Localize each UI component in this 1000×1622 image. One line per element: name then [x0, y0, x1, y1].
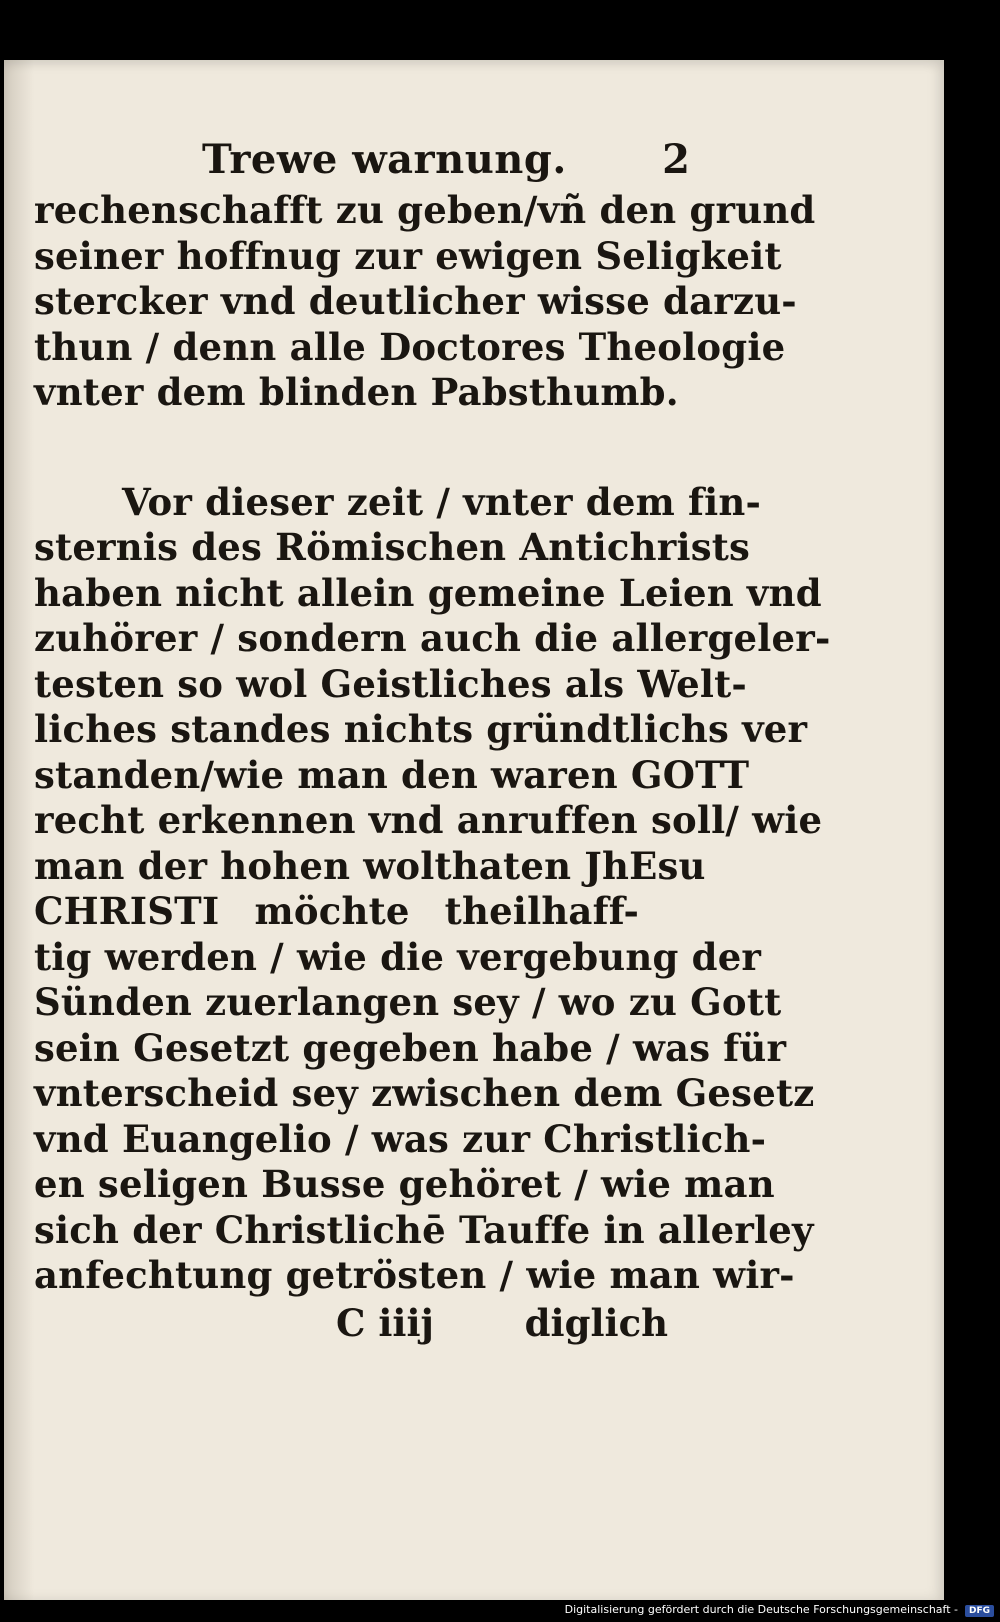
digitization-credit: Digitalisierung gefördert durch die Deutsche Forschungsgemeinschaft -: [564, 1603, 958, 1616]
text-line: en seligen Busse gehöret / wie man: [34, 1162, 775, 1206]
text-line: rechenschafft zu geben/vñ den grund: [34, 188, 816, 232]
page-header: [34, 130, 694, 188]
text-line: recht erkennen vnd anruffen soll/ wie: [34, 798, 823, 842]
text-line: anfechtung getrösten / wie man wir-: [34, 1253, 795, 1297]
text-line: CHRISTI möchte theilhaff-: [34, 889, 640, 933]
page-footer: [34, 1301, 694, 1347]
text-line: testen so wol Geistliches als Welt-: [34, 661, 747, 706]
text-line: Sünden zuerlangen sey / wo zu Gott: [34, 980, 782, 1024]
text-line: vnd Euangelio / was zur Christlich-: [34, 1116, 767, 1161]
dfg-logo: DFG: [965, 1605, 994, 1617]
running-title: Trewe warnung.: [202, 136, 567, 183]
text-block: [34, 130, 831, 1347]
page-number: 2: [662, 136, 690, 183]
catchword: diglich: [524, 1300, 668, 1345]
text-line: seiner hoffnug zur ewigen Seligkeit: [34, 233, 782, 278]
text-line: thun / denn alle Doctores Theologie: [34, 324, 786, 369]
text-line: zuhörer / sondern auch die allergeler-: [34, 616, 831, 660]
text-line: sein Gesetzt gegeben habe / was für: [34, 1025, 787, 1070]
signature-mark: C iiij: [336, 1300, 434, 1345]
paragraph-gap: [34, 416, 694, 480]
paragraph-2: [34, 479, 831, 1299]
book-page: [4, 60, 944, 1600]
text-line: vnter dem blinden Pabsthumb.: [34, 370, 679, 414]
text-line: stercker vnd deutlicher wisse darzu-: [34, 279, 797, 323]
text-line: man der hohen wolthaten JhEsu: [34, 843, 706, 888]
text-line: standen/wie man den waren GOTT: [34, 752, 750, 797]
text-line: sternis des Römischen Antichrists: [34, 525, 751, 569]
text-line: Vor dieser zeit / vnter dem fin-: [122, 479, 762, 524]
text-line: sich der Christlichē Tauffe in allerley: [34, 1207, 814, 1252]
paragraph-1: [34, 188, 816, 416]
text-line: liches standes nichts gründtlichs ver: [34, 707, 808, 751]
text-line: haben nicht allein gemeine Leien vnd: [34, 570, 822, 615]
text-line: vnterscheid sey zwischen dem Gesetz: [34, 1071, 815, 1115]
text-line: tig werden / wie die vergebung der: [34, 934, 762, 979]
